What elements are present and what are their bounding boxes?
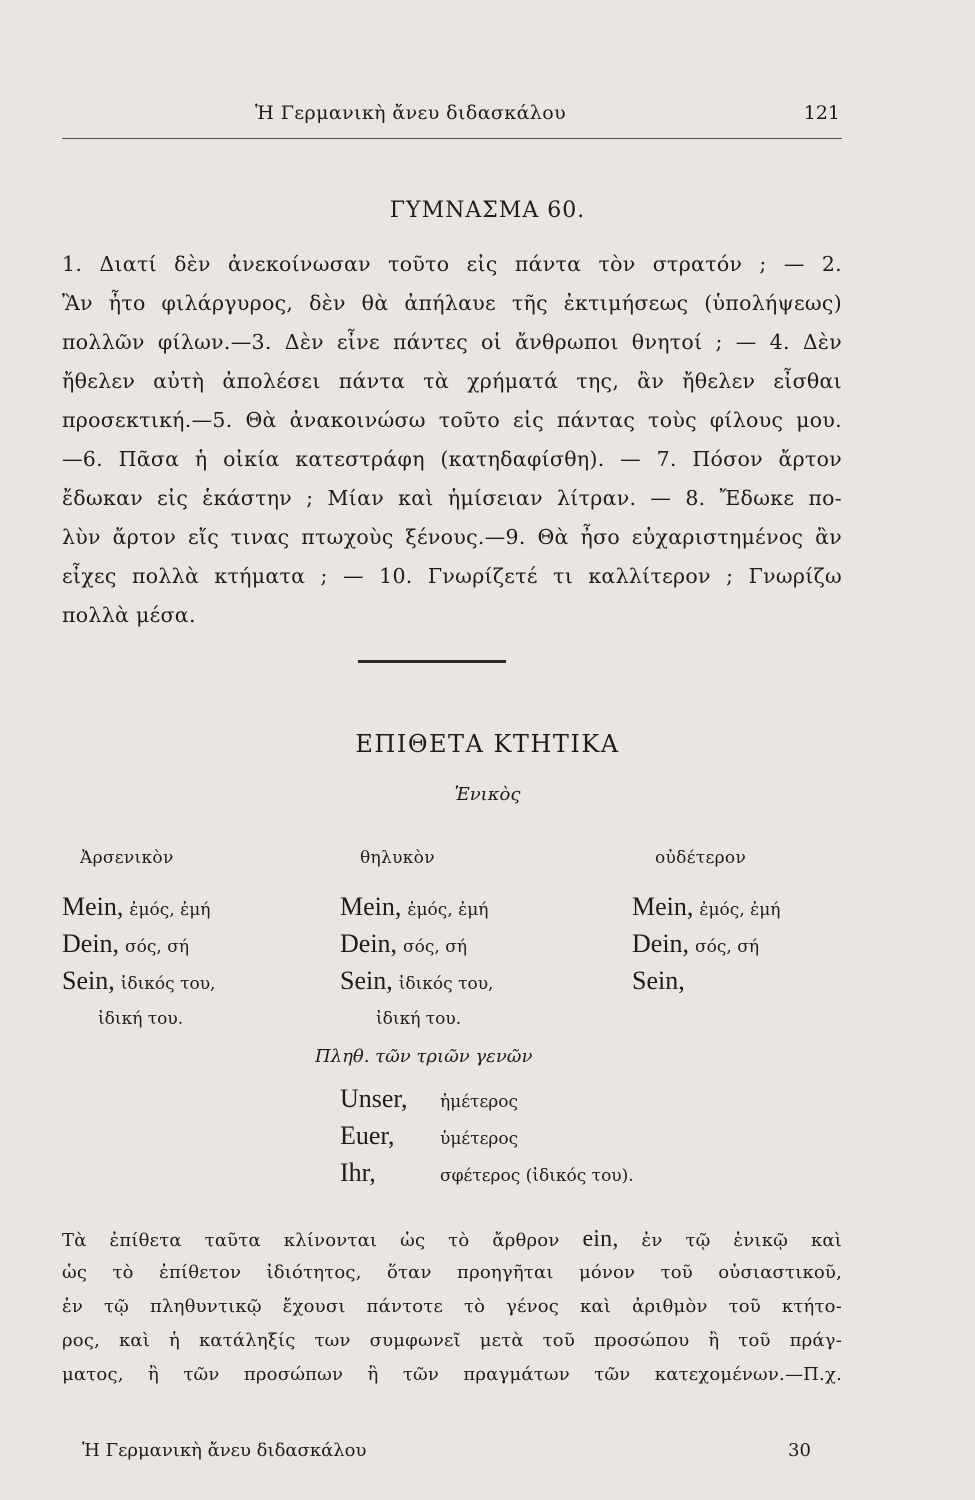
gender-heading-masculine: Ἀρσενικὸν [80, 848, 174, 868]
paradigm-row [62, 999, 215, 1036]
german-word: Sein, [62, 966, 115, 995]
exercise-body [62, 245, 842, 635]
greek-gloss: ἰδική του. [98, 1009, 184, 1029]
plural-label: Πληθ. τῶν τριῶν γενῶν [315, 1046, 533, 1067]
masculine-column [62, 888, 215, 1036]
greek-gloss: ἰδικός του, [120, 974, 216, 994]
paragraph-line: ματος, ἢ τῶν προσώπων ἢ τῶν πραγμάτων τῶν κατεχομένων.—Π.χ. [62, 1364, 842, 1385]
greek-gloss: ἡμέτερος [440, 1092, 519, 1112]
german-word: Sein, [340, 966, 393, 995]
page-number: 121 [803, 102, 840, 124]
german-word: Ihr, [340, 1158, 376, 1187]
explanation-paragraph [62, 1222, 842, 1392]
greek-gloss: σφέτερος (ἰδικός του). [440, 1166, 634, 1186]
german-word: Dein, [62, 929, 120, 958]
german-word: Unser, [340, 1084, 408, 1113]
singular-label: Ἑνικὸς [454, 784, 521, 805]
exercise-line: Ἂν ἦτο φιλάργυρος, δὲν θὰ ἀπήλαυε τῆς ἐκτιμήσεως (ὑπολήψεως) [62, 291, 842, 315]
plural-row [340, 1154, 634, 1191]
neuter-column [632, 888, 780, 999]
exercise-line: πολλὰ μέσα. [62, 603, 196, 627]
signature-mark: 30 [788, 1440, 811, 1461]
german-word: Sein, [632, 966, 685, 995]
exercise-line: πολλῶν φίλων.—3. Δὲν εἶνε πάντες οἱ ἄνθρωποι θνητοί ; — 4. Δὲν [62, 330, 842, 354]
greek-gloss: ἐμός, ἐμή [407, 900, 489, 920]
gender-heading-neuter: οὐδέτερον [655, 848, 747, 868]
paradigm-row [62, 888, 215, 925]
paradigm-row [340, 925, 493, 962]
section-divider [358, 660, 506, 663]
paragraph-line: ὡς τὸ ἐπίθετον ἰδιότητος, ὅταν προηγῆται μόνον τοῦ οὐσιαστικοῦ, [62, 1262, 842, 1283]
greek-gloss: σός, σή [125, 937, 190, 957]
footer-title: Ἡ Γερμανικὴ ἄνευ διδασκάλου [82, 1440, 367, 1461]
german-word: Dein, [632, 929, 690, 958]
paradigm-row [632, 962, 780, 999]
exercise-line: —6. Πᾶσα ἡ οἰκία κατεστράφη (κατηδαφίσθη). — 7. Πόσον ἄρτον [62, 447, 842, 471]
paradigm-row [340, 888, 493, 925]
exercise-line: ἤθελεν αὐτὴ ἀπολέσει πάντα τὰ χρήματά της, ἂν ἤθελεν εἶσθαι [62, 369, 842, 393]
feminine-column [340, 888, 493, 1036]
paradigm-row [632, 925, 780, 962]
greek-gloss: ἰδική του. [376, 1009, 462, 1029]
paradigm-row [632, 888, 780, 925]
greek-gloss: ἐμός, ἐμή [699, 900, 781, 920]
exercise-line: ἔδωκαν εἰς ἑκάστην ; Μίαν καὶ ἡμίσειαν λίτραν. — 8. Ἔδωκε πο- [62, 486, 842, 510]
greek-gloss: σός, σή [695, 937, 760, 957]
section-title: ΕΠΙΘΕΤΑ ΚΤΗΤΙΚΑ [355, 730, 620, 758]
exercise-line: προσεκτική.—5. Θὰ ἀνακοινώσω τοῦτο εἰς πάντας τοὺς φίλους μου. [62, 408, 842, 432]
german-word: Mein, [632, 892, 694, 921]
paragraph-text: ἐν τῷ ἑνικῷ καὶ [641, 1230, 843, 1251]
german-word: Mein, [340, 892, 402, 921]
plural-paradigm [340, 1080, 634, 1191]
german-word: Euer, [340, 1121, 395, 1150]
exercise-line: λὺν ἄρτον εἴς τινας πτωχοὺς ξένους.—9. Θὰ ἦσο εὐχαριστημένος ἂν [62, 525, 842, 549]
german-word: Mein, [62, 892, 124, 921]
paragraph-line: ρος, καὶ ἡ κατάληξίς των συμφωνεῖ μετὰ τοῦ προσώπου ἢ τοῦ πράγ- [62, 1330, 842, 1351]
paradigm-row [340, 962, 493, 999]
greek-gloss: ἐμός, ἐμή [129, 900, 211, 920]
greek-gloss: σός, σή [403, 937, 468, 957]
paradigm-row [62, 962, 215, 999]
paragraph-text: Τὰ ἐπίθετα ταῦτα κλίνονται ὡς τὸ ἄρθρον [62, 1230, 560, 1251]
running-title: Ἡ Γερμανικὴ ἄνευ διδασκάλου [255, 102, 567, 124]
paragraph-line [62, 1222, 842, 1256]
german-word: Dein, [340, 929, 398, 958]
greek-gloss: ἰδικός του, [398, 974, 494, 994]
exercise-line: εἶχες πολλὰ κτήματα ; — 10. Γνωρίζετέ τι καλλίτερον ; Γνωρίζω [62, 564, 842, 588]
gender-heading-feminine: θηλυκὸν [360, 848, 435, 868]
header-rule [62, 138, 842, 139]
exercise-line: 1. Διατί δὲν ἀνεκοίνωσαν τοῦτο εἰς πάντα τὸν στρατόν ; — 2. [62, 252, 842, 276]
running-head [60, 102, 850, 132]
plural-row [340, 1117, 634, 1154]
german-word: ein, [582, 1226, 619, 1252]
paradigm-row [62, 925, 215, 962]
paragraph-line: ἐν τῷ πληθυντικῷ ἔχουσι πάντοτε τὸ γένος καὶ ἀριθμὸν τοῦ κτήτο- [62, 1296, 842, 1317]
exercise-title: ΓΥΜΝΑΣΜΑ 60. [389, 198, 586, 223]
greek-gloss: ὑμέτερος [440, 1129, 519, 1149]
plural-row [340, 1080, 634, 1117]
paradigm-row [340, 999, 493, 1036]
